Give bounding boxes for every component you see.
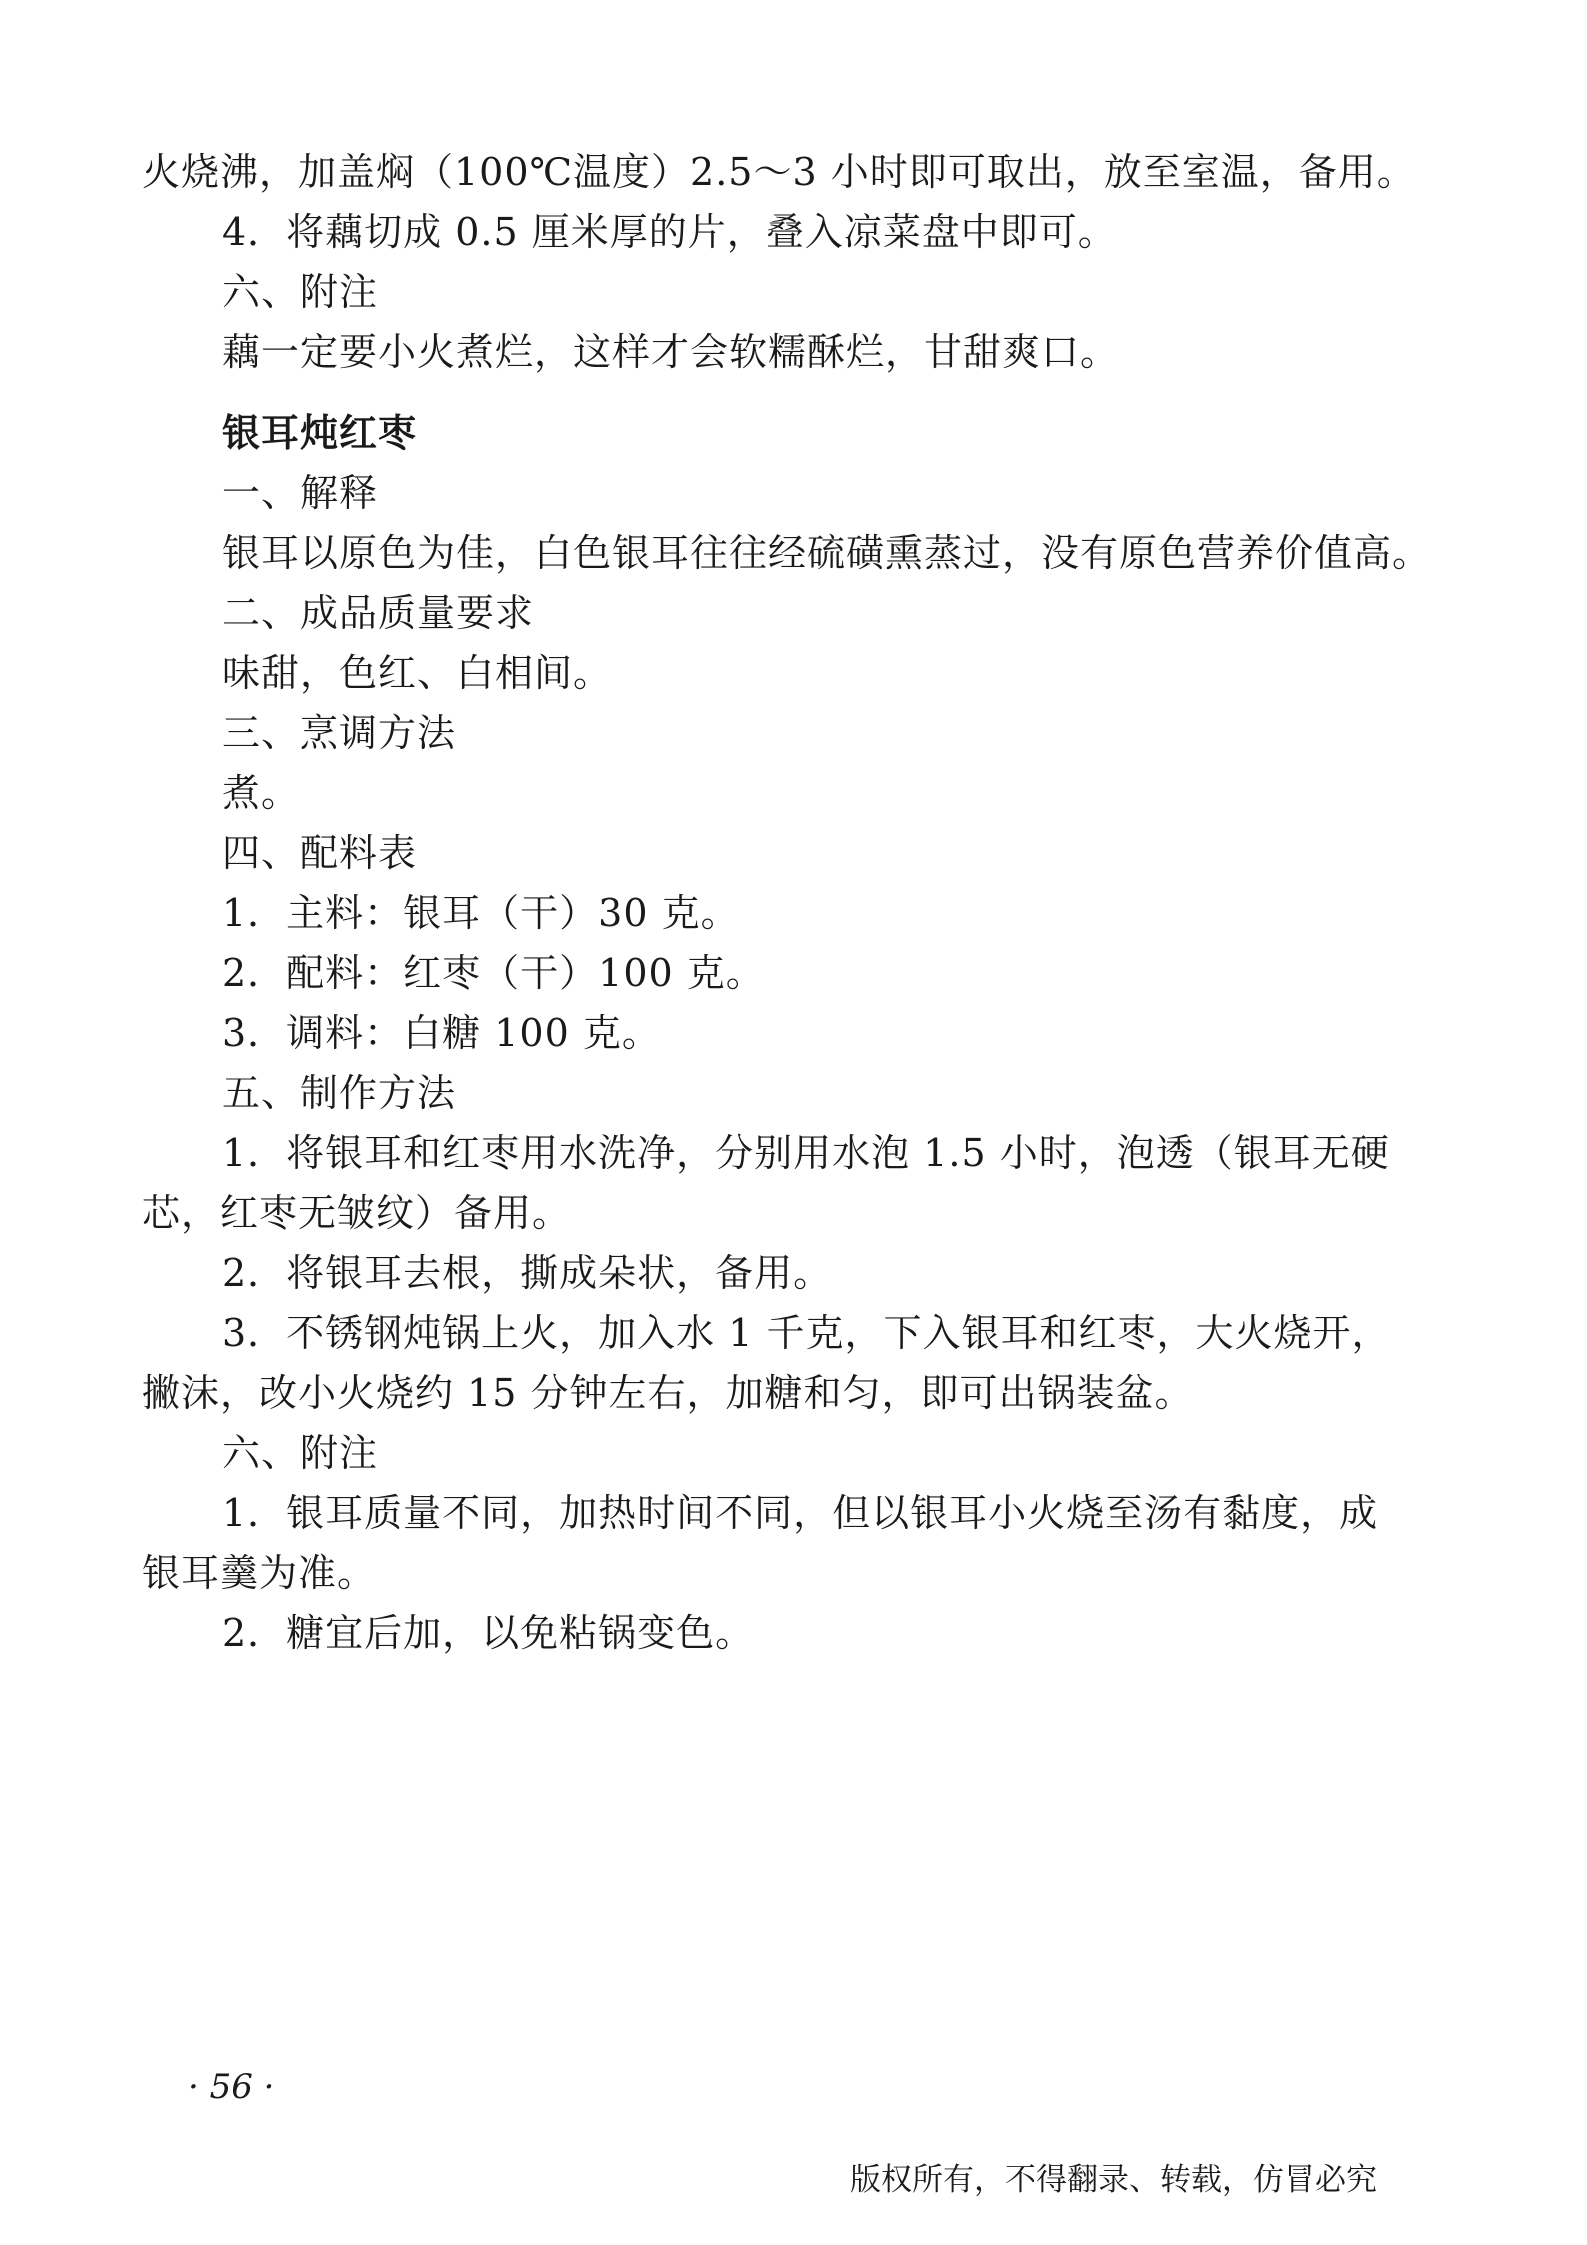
- prep-step-1: 1．将银耳和红枣用水洗净，分别用水泡 1.5 小时，泡透（银耳无硬: [222, 1131, 1390, 1175]
- recipe-title: 银耳炖红枣: [222, 411, 418, 455]
- step-4-text: 4．将藕切成 0.5 厘米厚的片，叠入凉菜盘中即可。: [222, 210, 1117, 254]
- ingredient-secondary: 2．配料：红枣（干）100 克。: [222, 951, 765, 995]
- section-heading-ingredients: 四、配料表: [222, 831, 418, 875]
- text-line-continuation: 火烧沸，加盖焖（100℃温度）2.5～3 小时即可取出，放至室温，备用。: [142, 150, 1416, 194]
- prep-step-3: 3．不锈钢炖锅上火，加入水 1 千克，下入银耳和红枣，大火烧开，: [222, 1311, 1391, 1355]
- notes-text: 藕一定要小火煮烂，这样才会软糯酥烂，甘甜爽口。: [222, 330, 1120, 374]
- prep-step-3-continuation: 撇沫，改小火烧约 15 分钟左右，加糖和匀，即可出锅装盆。: [142, 1371, 1194, 1415]
- section-heading-notes: 六、附注: [222, 270, 379, 314]
- prep-step-2: 2．将银耳去根，撕成朵状，备用。: [222, 1251, 833, 1295]
- explanation-text: 银耳以原色为佳，白色银耳往往经硫磺熏蒸过，没有原色营养价值高。: [222, 531, 1432, 575]
- note-1-continuation: 银耳羹为准。: [142, 1551, 377, 1595]
- note-2: 2．糖宜后加，以免粘锅变色。: [222, 1611, 755, 1655]
- method-text: 煮。: [222, 771, 301, 815]
- page-number: · 56 ·: [188, 2067, 275, 2107]
- ingredient-seasoning: 3．调料：白糖 100 克。: [222, 1011, 661, 1055]
- quality-text: 味甜，色红、白相间。: [222, 651, 613, 695]
- copyright-notice: 版权所有，不得翻录、转载，仿冒必究: [850, 2162, 1377, 2198]
- section-heading-preparation: 五、制作方法: [222, 1071, 457, 1115]
- section-heading-method: 三、烹调方法: [222, 711, 457, 755]
- ingredient-main: 1．主料：银耳（干）30 克。: [222, 891, 740, 935]
- note-1: 1．银耳质量不同，加热时间不同，但以银耳小火烧至汤有黏度，成: [222, 1491, 1379, 1535]
- prep-step-1-continuation: 芯，红枣无皱纹）备用。: [142, 1191, 572, 1235]
- section-heading-explanation: 一、解释: [222, 471, 379, 515]
- section-heading-quality: 二、成品质量要求: [222, 591, 535, 635]
- section-heading-notes-2: 六、附注: [222, 1431, 379, 1475]
